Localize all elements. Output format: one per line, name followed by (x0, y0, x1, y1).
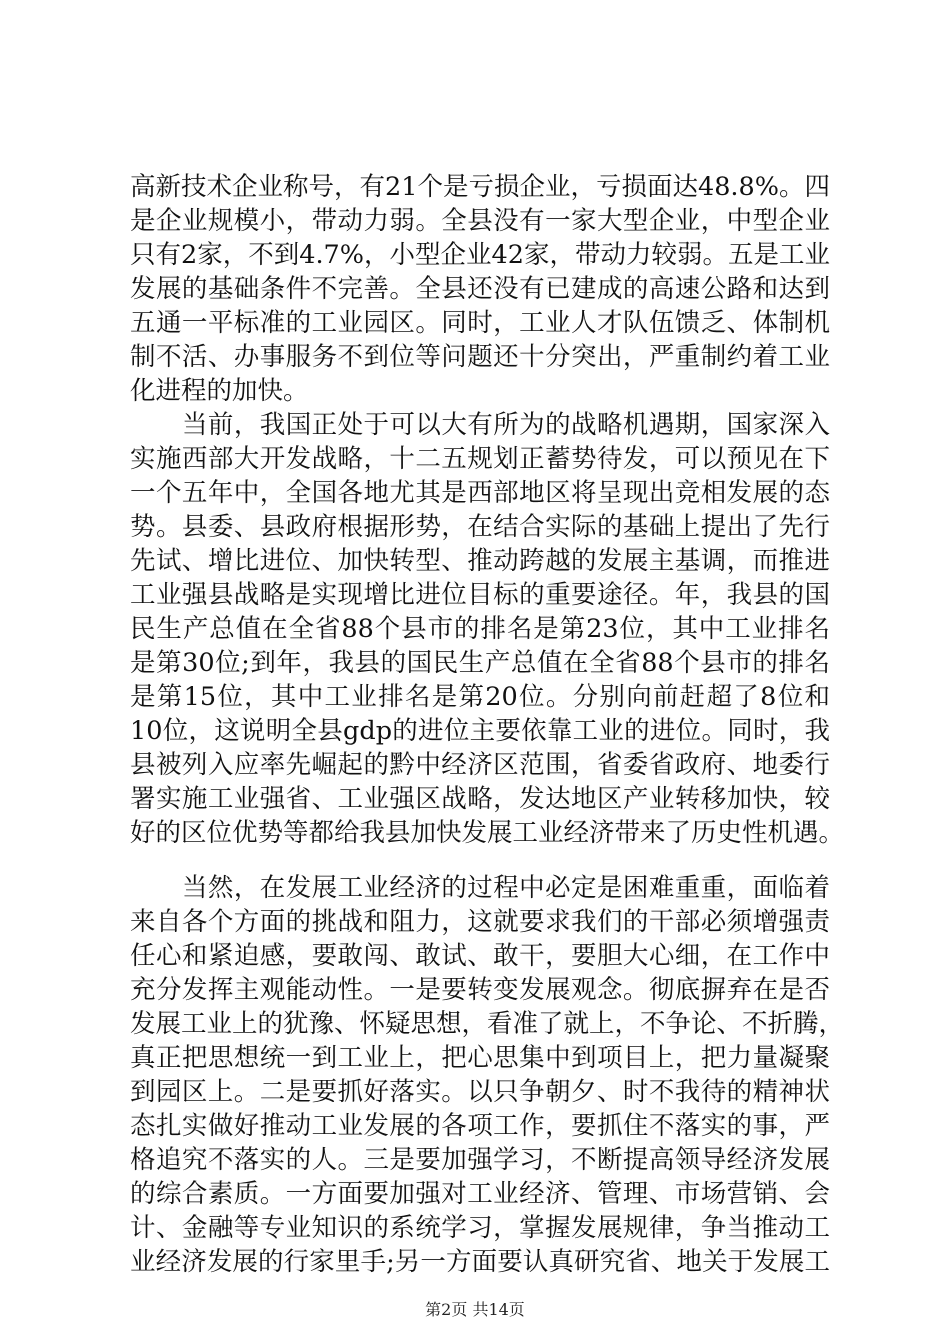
text-line: 只有2家，不到4.7%，小型企业42家，带动力较弱。五是工业 (130, 240, 830, 270)
text-line: 是企业规模小，带动力弱。全县没有一家大型企业，中型企业 (130, 206, 830, 236)
text-line: 县被列入应率先崛起的黔中经济区范围，省委省政府、地委行 (130, 750, 830, 780)
text-line: 实施西部大开发战略，十二五规划正蓄势待发，可以预见在下 (130, 444, 830, 474)
text-line: 是第15位，其中工业排名是第20位。分别向前赶超了8位和 (130, 682, 830, 712)
text-line: 发展工业上的犹豫、怀疑思想，看准了就上，不争论、不折腾， (130, 1009, 845, 1039)
text-line: 任心和紧迫感，要敢闯、敢试、敢干，要胆大心细，在工作中 (130, 941, 830, 971)
text-line: 工业强县战略是实现增比进位目标的重要途径。年，我县的国 (130, 580, 830, 610)
text-line: 势。县委、县政府根据形势，在结合实际的基础上提出了先行 (130, 512, 830, 542)
text-line: 高新技术企业称号，有21个是亏损企业，亏损面达48.8%。四 (130, 172, 830, 202)
text-line: 先试、增比进位、加快转型、推动跨越的发展主基调，而推进 (130, 546, 830, 576)
text-line: 计、金融等专业知识的系统学习，掌握发展规律，争当推动工 (130, 1213, 830, 1243)
text-line: 的综合素质。一方面要加强对工业经济、管理、市场营销、会 (130, 1179, 830, 1209)
text-line: 五通一平标准的工业园区。同时，工业人才队伍馈乏、体制机 (130, 308, 830, 338)
text-line: 真正把思想统一到工业上，把心思集中到项目上，把力量凝聚 (130, 1043, 830, 1073)
text-line: 业经济发展的行家里手;另一方面要认真研究省、地关于发展工 (130, 1247, 830, 1277)
text-line: 化进程的加快。 (130, 376, 309, 406)
text-line: 是第30位;到年，我县的国民生产总值在全省88个县市的排名 (130, 648, 830, 678)
text-line: 格追究不落实的人。三是要加强学习，不断提高领导经济发展 (130, 1145, 830, 1175)
text-line: 发展的基础条件不完善。全县还没有已建成的高速公路和达到 (130, 274, 830, 304)
text-line: 充分发挥主观能动性。一是要转变发展观念。彻底摒弃在是否 (130, 975, 830, 1005)
text-line: 到园区上。二是要抓好落实。以只争朝夕、时不我待的精神状 (130, 1077, 830, 1107)
page-number-footer: 第2页 共14页 (425, 1300, 525, 1319)
text-line: 好的区位优势等都给我县加快发展工业经济带来了历史性机遇。 (130, 818, 845, 848)
text-line: 当前，我国正处于可以大有所为的战略机遇期，国家深入 (182, 410, 830, 440)
text-line: 来自各个方面的挑战和阻力，这就要求我们的干部必须增强责 (130, 907, 830, 937)
text-line: 态扎实做好推动工业发展的各项工作，要抓住不落实的事，严 (130, 1111, 830, 1141)
text-line: 10位，这说明全县gdp的进位主要依靠工业的进位。同时，我 (130, 716, 830, 746)
text-line: 当然，在发展工业经济的过程中必定是困难重重，面临着 (182, 873, 830, 903)
text-line: 民生产总值在全省88个县市的排名是第23位，其中工业排名 (130, 614, 830, 644)
text-line: 一个五年中，全国各地尤其是西部地区将呈现出竞相发展的态 (130, 478, 830, 508)
text-line: 署实施工业强省、工业强区战略，发达地区产业转移加快，较 (130, 784, 830, 814)
text-line: 制不活、办事服务不到位等问题还十分突出，严重制约着工业 (130, 342, 830, 372)
